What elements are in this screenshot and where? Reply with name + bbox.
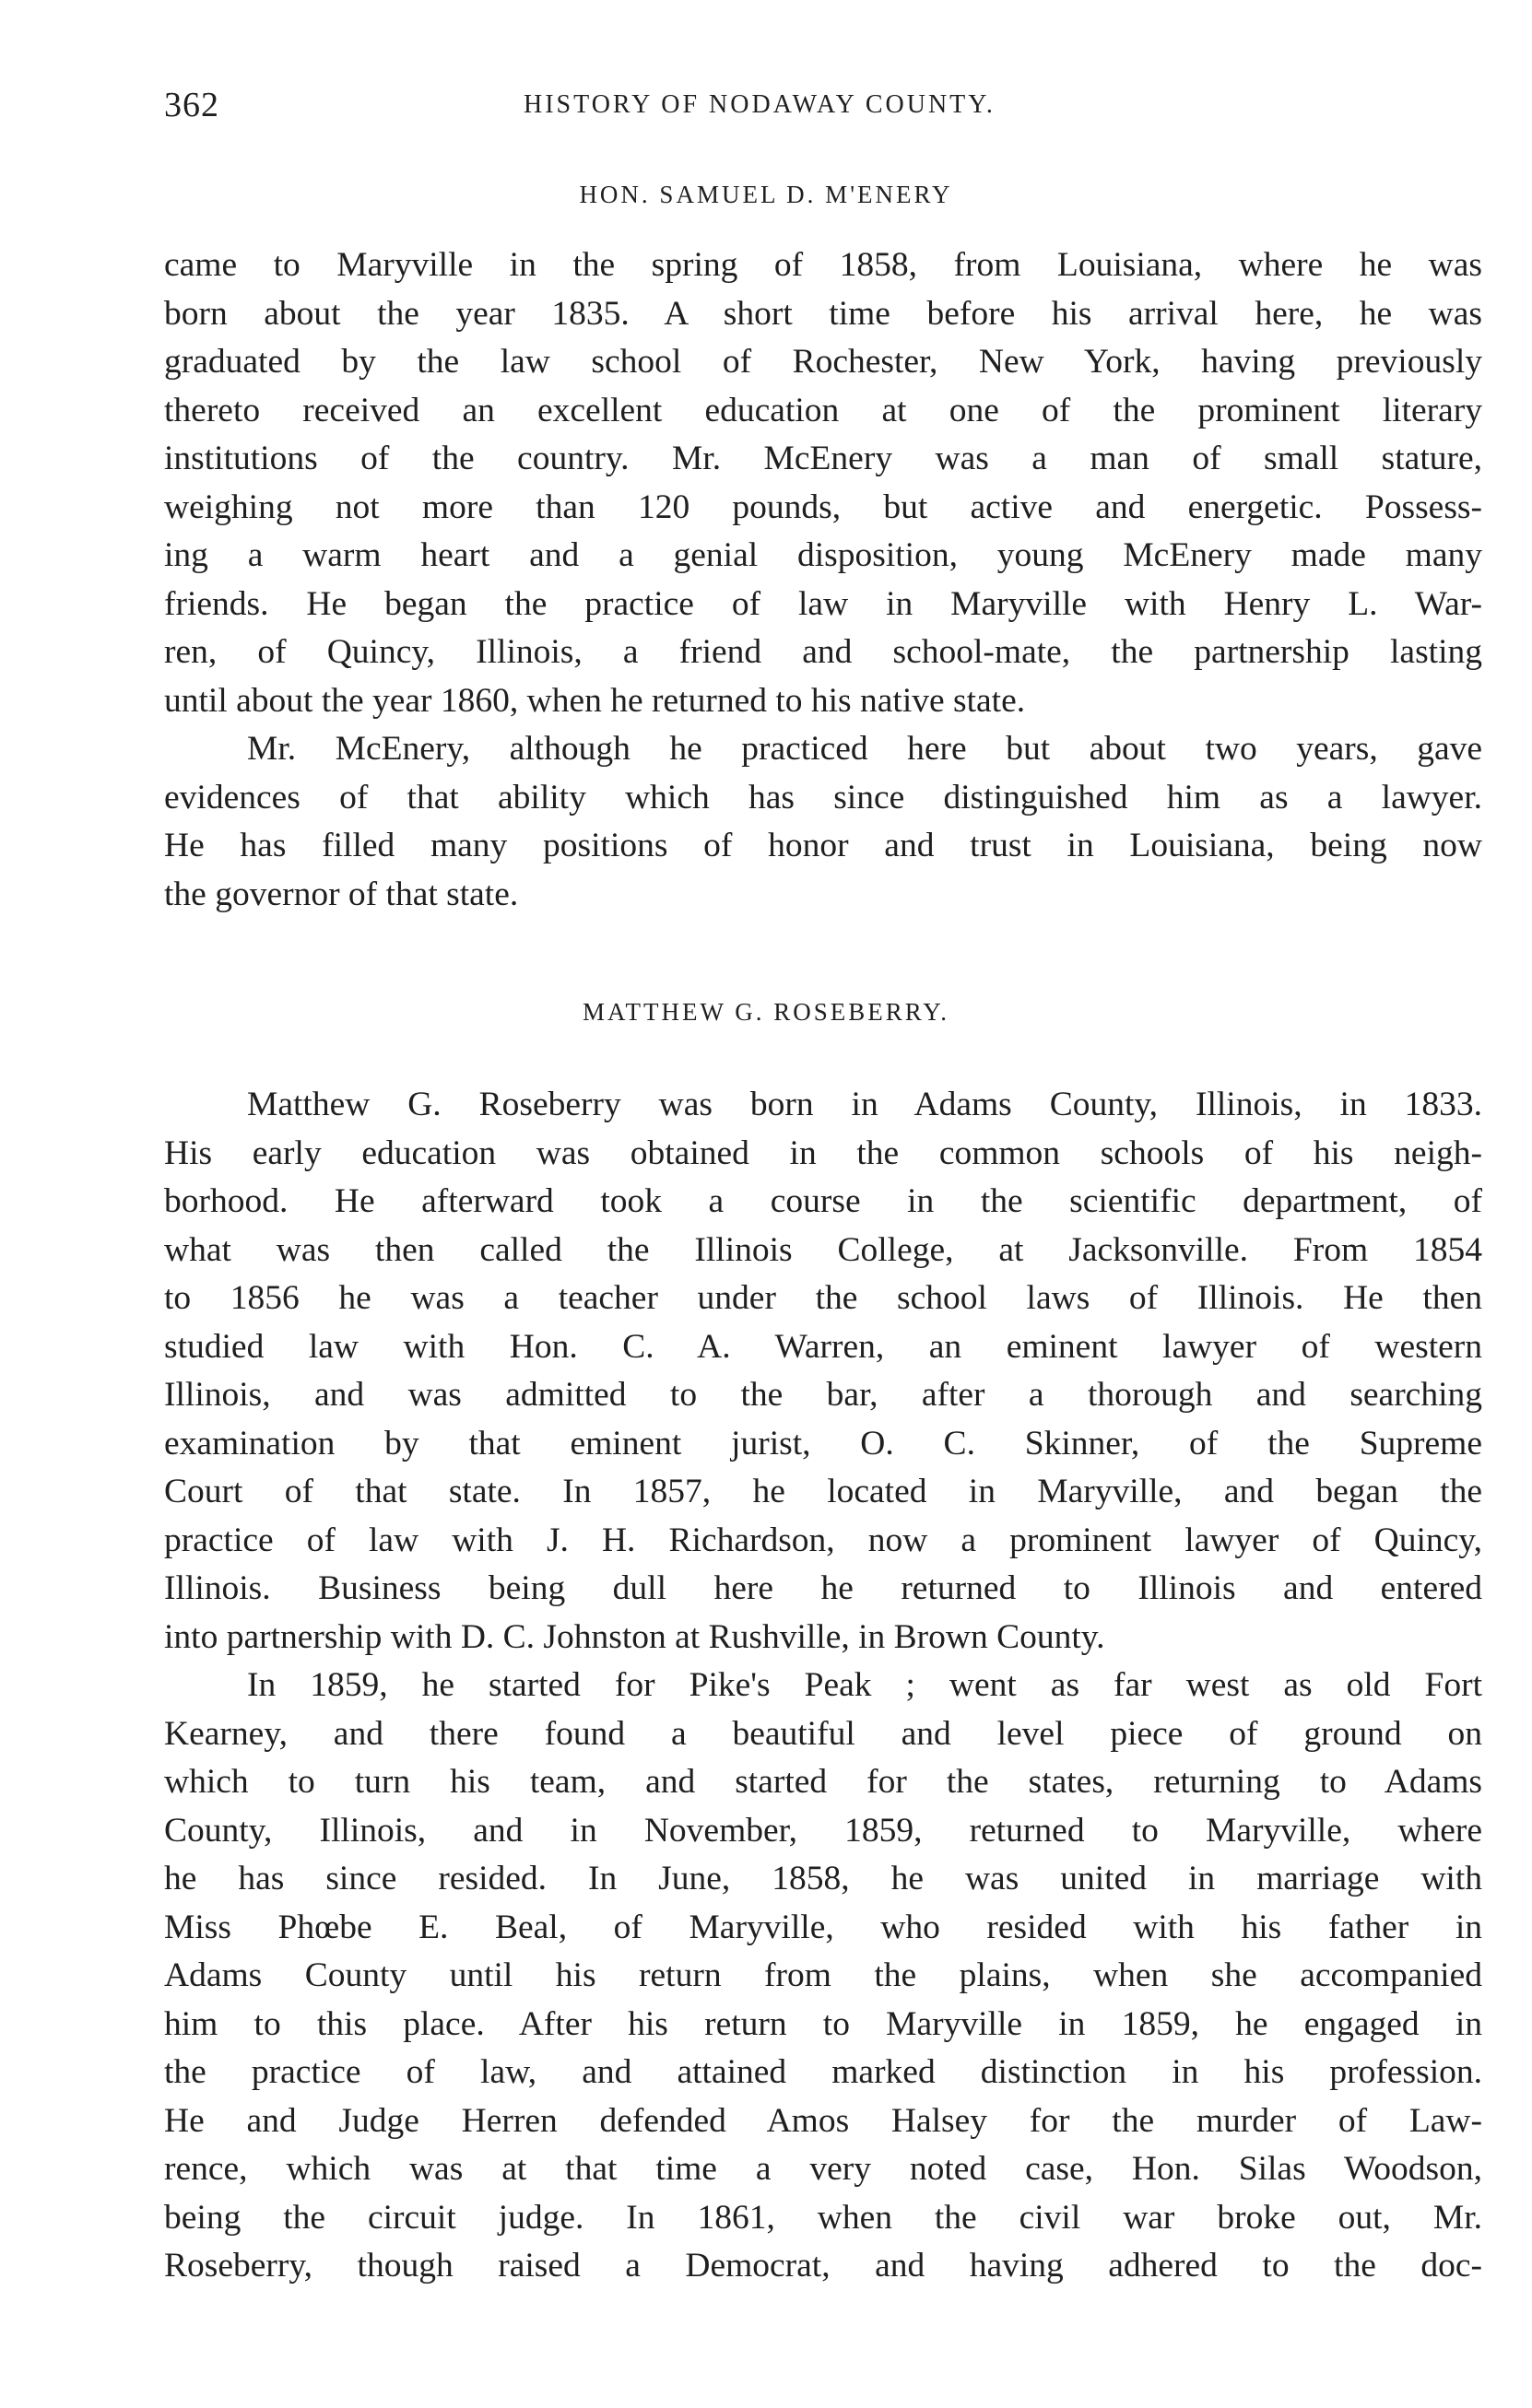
text-line: he has since resided. In June, 1858, he was united in marriage with <box>164 1860 1482 1897</box>
text-line: His early education was obtained in the common schools of his neigh- <box>164 1134 1482 1172</box>
section-body-roseberry <box>164 1081 1482 2291</box>
text-line: Miss Phœbe E. Beal, of Maryville, who resided with his father in <box>164 1908 1482 1946</box>
text-line: into partnership with D. C. Johnston at Rushville, in Brown County. <box>164 1617 1105 1656</box>
page-number: 362 <box>164 86 219 124</box>
text-line: rence, which was at that time a very noted case, Hon. Silas Woodson, <box>164 2150 1482 2188</box>
text-line: Adams County until his return from the plains, when she accompanied <box>164 1956 1482 1994</box>
text-line: friends. He began the practice of law in Maryville with Henry L. War- <box>164 584 1482 623</box>
text-line: Illinois. Business being dull here he returned to Illinois and entered <box>164 1569 1482 1607</box>
text-line: what was then called the Illinois College, at Jacksonville. From 1854 <box>164 1230 1482 1269</box>
text-line: institutions of the country. Mr. McEnery was a man of small stature, <box>164 440 1482 477</box>
paragraph <box>164 1662 1482 2291</box>
text-line: Illinois, and was admitted to the bar, after a thorough and searching <box>164 1376 1482 1414</box>
section-heading-mcenery: HON. SAMUEL D. M'ENERY <box>579 181 953 208</box>
text-line: practice of law with J. H. Richardson, now a prominent lawyer of Quincy, <box>164 1521 1482 1559</box>
text-line: Kearney, and there found a beautiful and level piece of ground on <box>164 1714 1482 1753</box>
text-line: to 1856 he was a teacher under the school laws of Illinois. He then <box>164 1279 1482 1317</box>
text-line: evidences of that ability which has since distinguished him as a lawyer. <box>164 778 1482 816</box>
text-line: born about the year 1835. A short time before his arrival here, he was <box>164 294 1482 333</box>
text-line: the governor of that state. <box>164 875 519 913</box>
text-line: ren, of Quincy, Illinois, a friend and school-mate, the partnership lasting <box>164 633 1482 671</box>
text-line: until about the year 1860, when he returned to his native state. <box>164 681 1026 720</box>
section-body-mcenery <box>164 241 1482 919</box>
text-line: borhood. He afterward took a course in the scientific department, of <box>164 1182 1482 1220</box>
text-line: studied law with Hon. C. A. Warren, an eminent lawyer of western <box>164 1327 1482 1366</box>
text-line: him to this place. After his return to Maryville in 1859, he engaged in <box>164 2004 1482 2043</box>
text-line: the practice of law, and attained marked distinction in his profession. <box>164 2053 1482 2091</box>
running-head <box>164 85 1482 131</box>
text-line: He and Judge Herren defended Amos Halsey for the murder of Law- <box>164 2101 1482 2140</box>
text-line: County, Illinois, and in November, 1859, returned to Maryville, where <box>164 1811 1482 1850</box>
text-line: ing a warm heart and a genial disposition, young McEnery made many <box>164 536 1482 574</box>
text-line: Matthew G. Roseberry was born in Adams County, Illinois, in 1833. <box>247 1086 1482 1123</box>
text-line: In 1859, he started for Pike's Peak ; went as far west as old Fort <box>247 1666 1482 1704</box>
text-line: weighing not more than 120 pounds, but active and energetic. Possess- <box>164 487 1482 526</box>
paragraph <box>164 725 1482 919</box>
text-line: being the circuit judge. In 1861, when the civil war broke out, Mr. <box>164 2198 1482 2237</box>
section-heading-roseberry: MATTHEW G. ROSEBERRY. <box>582 998 950 1026</box>
text-line: Mr. McEnery, although he practiced here but about two years, gave <box>247 730 1482 768</box>
text-line: came to Maryville in the spring of 1858, from Louisiana, where he was <box>164 246 1482 284</box>
text-line: which to turn his team, and started for the states, returning to Adams <box>164 1763 1482 1801</box>
text-line: examination by that eminent jurist, O. C. Skinner, of the Supreme <box>164 1424 1482 1462</box>
text-line: Court of that state. In 1857, he located in Maryville, and began the <box>164 1473 1482 1510</box>
running-title: HISTORY OF NODAWAY COUNTY. <box>524 90 996 119</box>
paragraph <box>164 241 1482 725</box>
paragraph <box>164 1081 1482 1662</box>
text-line: graduated by the law school of Rochester, New York, having previously <box>164 343 1482 381</box>
text-line: Roseberry, though raised a Democrat, and having adhered to the doc- <box>164 2247 1482 2285</box>
text-line: He has filled many positions of honor and trust in Louisiana, being now <box>164 827 1482 864</box>
text-line: thereto received an excellent education at one of the prominent literary <box>164 391 1482 429</box>
